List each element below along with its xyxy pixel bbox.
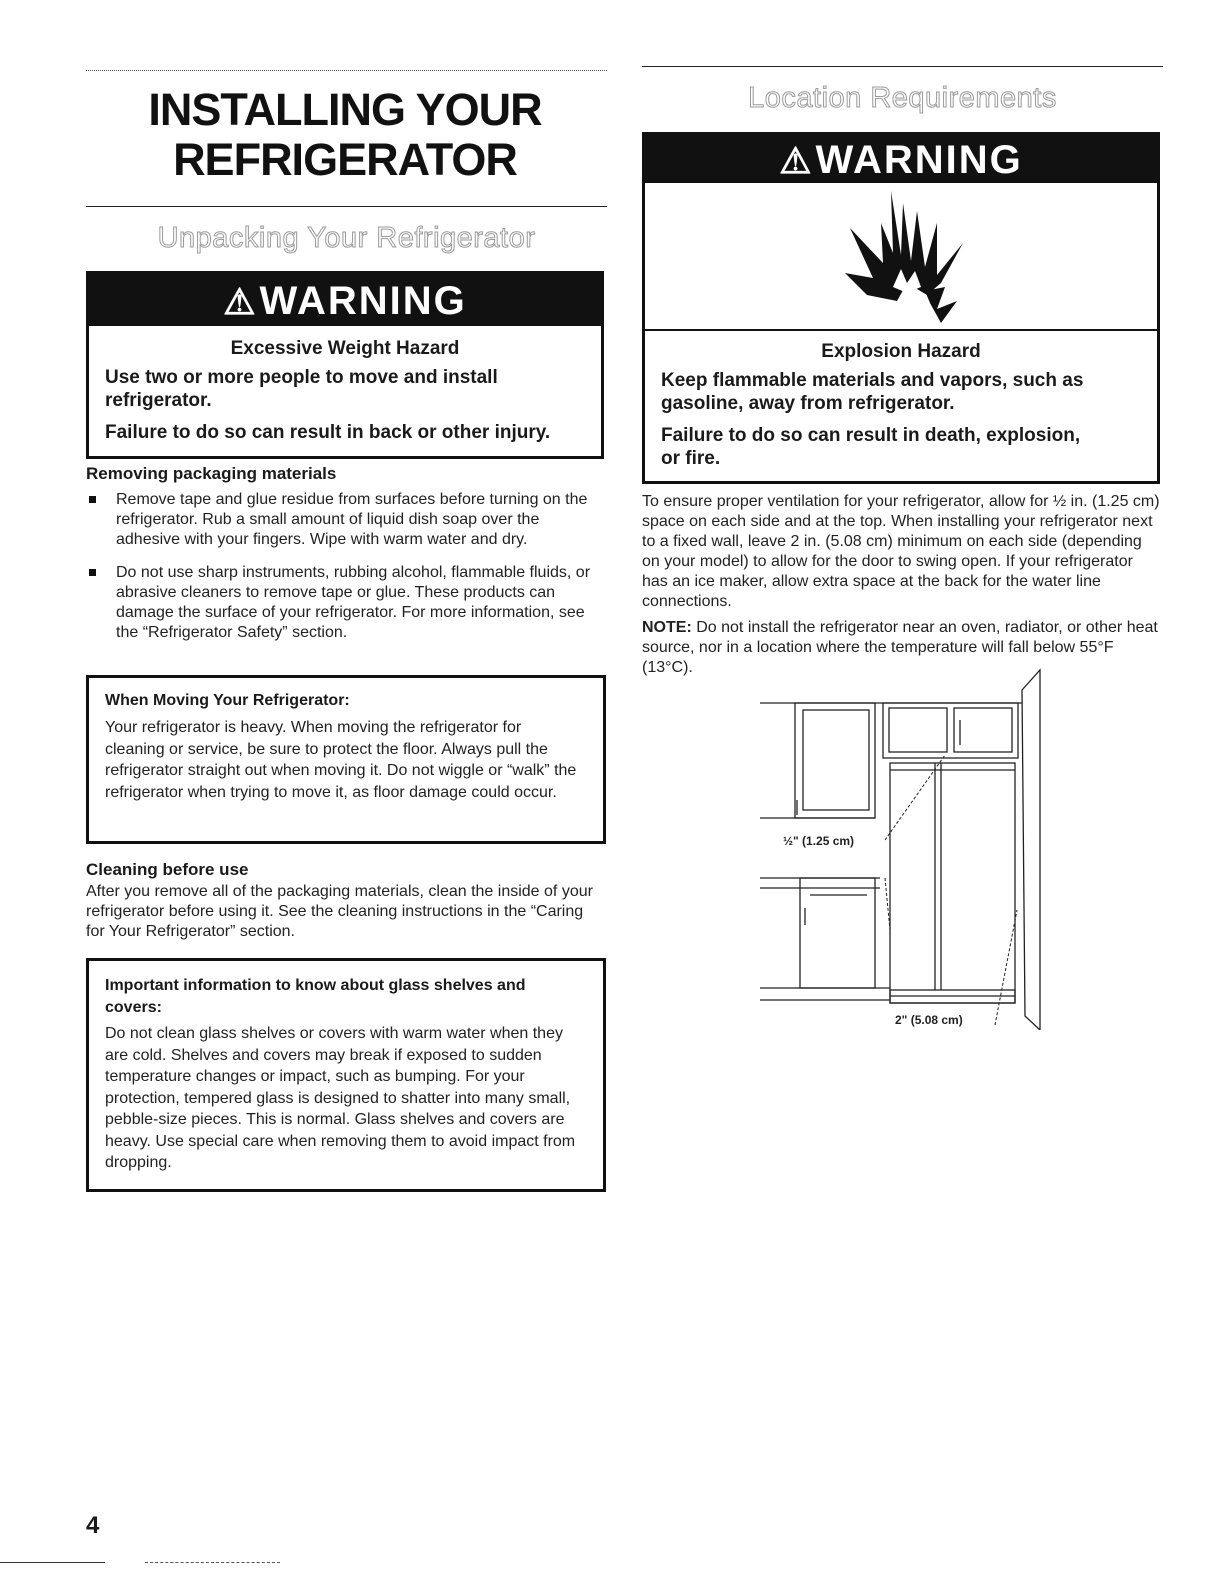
warning-triangle-icon: ⚠ [223, 281, 258, 322]
ventilation-text: To ensure proper ventilation for your refrigerator, allow for ½ in. (1.25 cm) space on each side and at the top. When installing your refrigerator next to a fixed wall, leave 2 in. (5.08 cm) minimum on each side (depending on your model) to allow for the door to swing open. If your refrigerator has an ice maker, allow extra space at the back for the water line connections. [642, 493, 1160, 610]
note-text: Do not install the refrigerator near an oven, radiator, or other heat source, nor in a location where the temperature will fall below 55°F (13°C). [642, 619, 1158, 676]
title-divider [86, 206, 607, 207]
hazard-line-1: Use two or more people to move and install refrigerator. [105, 367, 498, 411]
bottom-rule-dotted [145, 1562, 280, 1563]
warning-header: ⚠WARNING [645, 135, 1157, 183]
hazard-title: Excessive Weight Hazard [230, 338, 460, 359]
removing-heading: Removing packaging materials [86, 464, 337, 483]
hazard-line-1: Keep flammable materials and vapors, such as gasoline, away from refrigerator. [661, 370, 1084, 414]
top-rule-right [642, 66, 1163, 67]
glass-info-box [86, 958, 606, 1192]
ventilation-section [642, 492, 1162, 678]
list-item: Remove tape and glue residue from surfaces before turning on the refrigerator. Rub a small amount of liquid dish soap over the adhesive with your fingers. Wipe with warm water and dry. [86, 490, 596, 550]
list-item: Do not use sharp instruments, rubbing alcohol, flammable fluids, or abrasive cleaners to remove tape or glue. These products can damage the surface of your refrigerator. For more information, see the “Refrigerator Safety” section. [86, 563, 596, 643]
glass-text: Do not clean glass shelves or covers with warm water when they are cold. Shelves and covers may break if exposed to sudden temperature changes or impact, such as bumping. For your protection, tempered glass is designed to shatter into many small, pebble-size pieces. This is normal. Glass shelves and covers are heavy. Use special care when removing them to avoid impact from dropping. [105, 1025, 576, 1171]
title-line-2: REFRIGERATOR [173, 134, 517, 185]
cleaning-section [86, 860, 601, 942]
note-label: NOTE: [642, 619, 692, 636]
explosion-icon [645, 183, 1157, 331]
page-number: 4 [86, 1512, 100, 1539]
hazard-line-2: Failure to do so can result in back or other injury. [105, 422, 551, 443]
glass-heading: Important information to know about glass shelves and covers: [105, 977, 526, 1016]
clearance-label-bottom: 2" (5.08 cm) [895, 1013, 963, 1027]
moving-text: Your refrigerator is heavy. When moving the refrigerator for cleaning or service, be sure to protect the floor. Always pull the refrigerator straight out when moving it. Do not wiggle or “walk” the refrigerator when trying to move it, as floor damage could occur. [105, 719, 577, 801]
hazard-title: Explosion Hazard [821, 341, 981, 362]
top-rule-left [86, 70, 607, 71]
warning-header: ⚠WARNING [89, 274, 601, 326]
section-title-location: Location Requirements [748, 82, 1057, 114]
page-title [85, 85, 605, 185]
cleaning-text: After you remove all of the packaging materials, clean the inside of your refrigerator before using it. See the cleaning instructions in the “Caring for Your Refrigerator” section. [86, 883, 593, 940]
hazard-line-2: Failure to do so can result in death, explosion, or fire. [661, 425, 1081, 469]
moving-heading: When Moving Your Refrigerator: [105, 692, 350, 709]
bullet-icon [89, 569, 96, 576]
warning-box-weight [86, 271, 604, 459]
clearance-label-top: ½" (1.25 cm) [783, 834, 855, 848]
bottom-rule [0, 1562, 105, 1563]
warning-triangle-icon: ⚠ [779, 140, 814, 181]
section-title-unpacking: Unpacking Your Refrigerator [157, 222, 536, 254]
cleaning-heading: Cleaning before use [86, 860, 249, 879]
moving-info-box [86, 675, 606, 844]
bullet-icon [89, 496, 96, 503]
title-line-1: INSTALLING YOUR [148, 84, 542, 135]
clearance-diagram [755, 660, 1055, 1030]
removing-section [86, 464, 596, 643]
warning-box-explosion [642, 132, 1160, 484]
